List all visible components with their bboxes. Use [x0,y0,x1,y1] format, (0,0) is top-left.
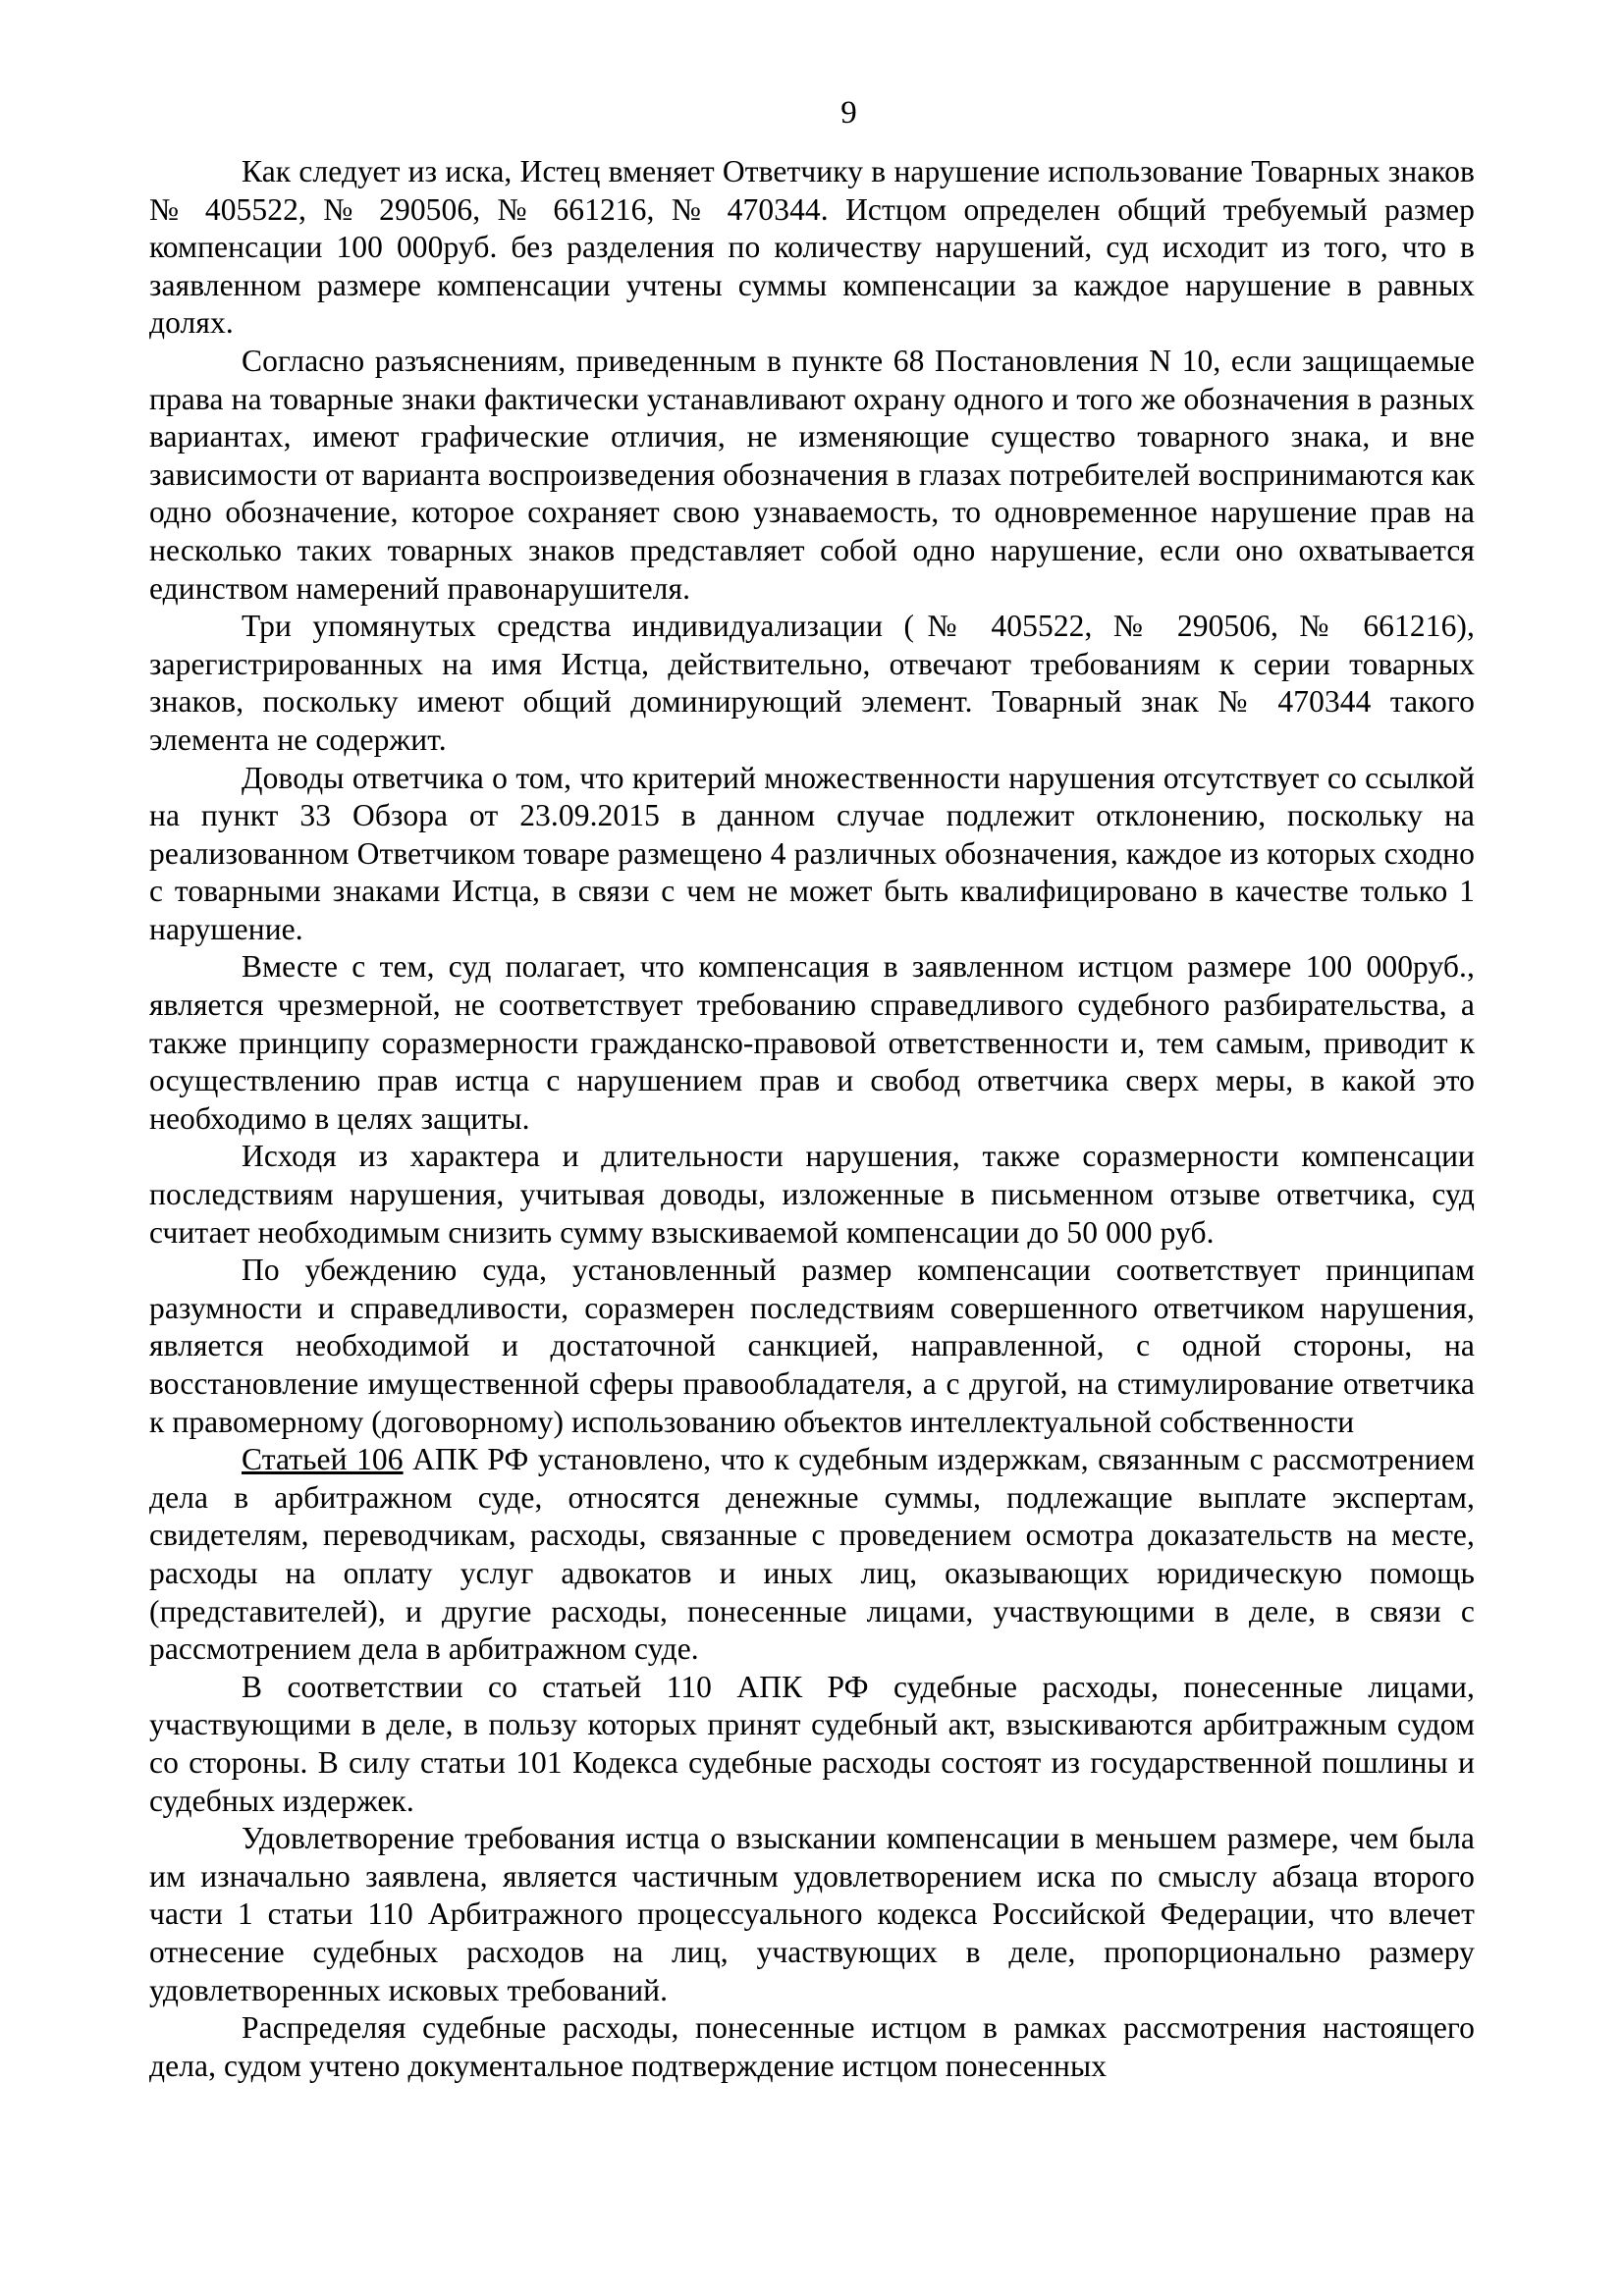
paragraph: Вместе с тем, суд полагает, что компенсация в заявленном истцом размере 100 000руб., является чрезмерной, не соответствует требованию справедливого судебного разбирательства, а также принципу соразмерности гражданско-правовой ответственности и, тем самым, приводит к осуществлению прав истца с нарушением прав и свобод ответчика сверх меры, в какой это необходимо в целях защиты. [149,949,1475,1136]
paragraph: Доводы ответчика о том, что критерий множественности нарушения отсутствует со ссылкой на пункт 33 Обзора от 23.09.2015 в данном случае подлежит отклонению, поскольку на реализованном Ответчиком товаре размещено 4 различных обозначения, каждое из которых сходно с товарными знаками Истца, в связи с чем не может быть квалифицировано в качестве только 1 нарушение. [149,760,1475,946]
paragraph: Три упомянутых средства индивидуализации (№ 405522, № 290506, № 661216), зарегистрированных на имя Истца, действительно, отвечают требованиям к серии товарных знаков, поскольку имеют общий доминирующий элемент. Товарный знак № 470344 такого элемента не содержит. [149,609,1475,757]
document-body [149,153,1475,2085]
paragraph: Распределяя судебные расходы, понесенные истцом в рамках рассмотрения настоящего дела, судом учтено документальное подтверждение истцом понесенных [149,2010,1475,2083]
paragraph: Как следует из иска, Истец вменяет Ответчику в нарушение использование Товарных знаков № 405522, № 290506, № 661216, № 470344. Истцом определен общий требуемый размер компенсации 100 000руб. без разделения по количеству нарушений, суд исходит из того, что в заявленном размере компенсации учтены суммы компенсации за каждое нарушение в равных долях. [149,154,1475,341]
paragraph: В соответствии со статьей 110 АПК РФ судебные расходы, понесенные лицами, участвующими в деле, в пользу которых принят судебный акт, взыскиваются арбитражным судом со стороны. В силу статьи 101 Кодекса судебные расходы состоят из государственной пошлины и судебных издержек. [149,1669,1475,1818]
underlined-citation: Статьей 106 [242,1442,404,1477]
paragraph: Исходя из характера и длительности нарушения, также соразмерности компенсации последствиям нарушения, учитывая доводы, изложенные в письменном отзыве ответчика, суд считает необходимым снизить сумму взыскиваемой компенсации до 50 000 руб. [149,1139,1475,1250]
paragraph: Согласно разъяснениям, приведенным в пункте 68 Постановления N 10, если защищаемые права на товарные знаки фактически устанавливают охрану одного и того же обозначения в разных вариантах, имеют графические отличия, не изменяющие существо товарного знака, и вне зависимости от варианта воспроизведения обозначения в глазах потребителей воспринимаются как одно обозначение, которое сохраняет свою узнаваемость, то одновременное нарушение прав на несколько таких товарных знаков представляет собой одно нарушение, если оно охватывается единством намерений правонарушителя. [149,343,1475,606]
paragraph: По убеждению суда, установленный размер компенсации соответствует принципам разумности и справедливости, соразмерен последствиям совершенного ответчиком нарушения, является необходимой и достаточной санкцией, направленной, с одной стороны, на восстановление имущественной сферы правообладателя, а с другой, на стимулирование ответчика к правомерному (договорному) использованию объектов интеллектуальной собственности [149,1253,1475,1439]
paragraph: Удовлетворение требования истца о взыскании компенсации в меньшем размере, чем была им изначально заявлена, является частичным удовлетворением иска по смыслу абзаца второго части 1 статьи 110 Арбитражного процессуального кодекса Российской Федерации, что влечет отнесение судебных расходов на лиц, участвующих в деле, пропорционально размеру удовлетворенных исковых требований. [149,1821,1475,2007]
paragraph: Статьей 106 АПК РФ установлено, что к судебным издержкам, связанным с рассмотрением дела в арбитражном суде, относятся денежные суммы, подлежащие выплате экспертам, свидетелям, переводчикам, расходы, связанные с проведением осмотра доказательств на месте, расходы на оплату услуг адвокатов и иных лиц, оказывающих юридическую помощь (представителей), и другие расходы, понесенные лицами, участвующими в деле, в связи с рассмотрением дела в арбитражном суде. [149,1442,1476,1667]
page-number: 9 [840,95,857,131]
